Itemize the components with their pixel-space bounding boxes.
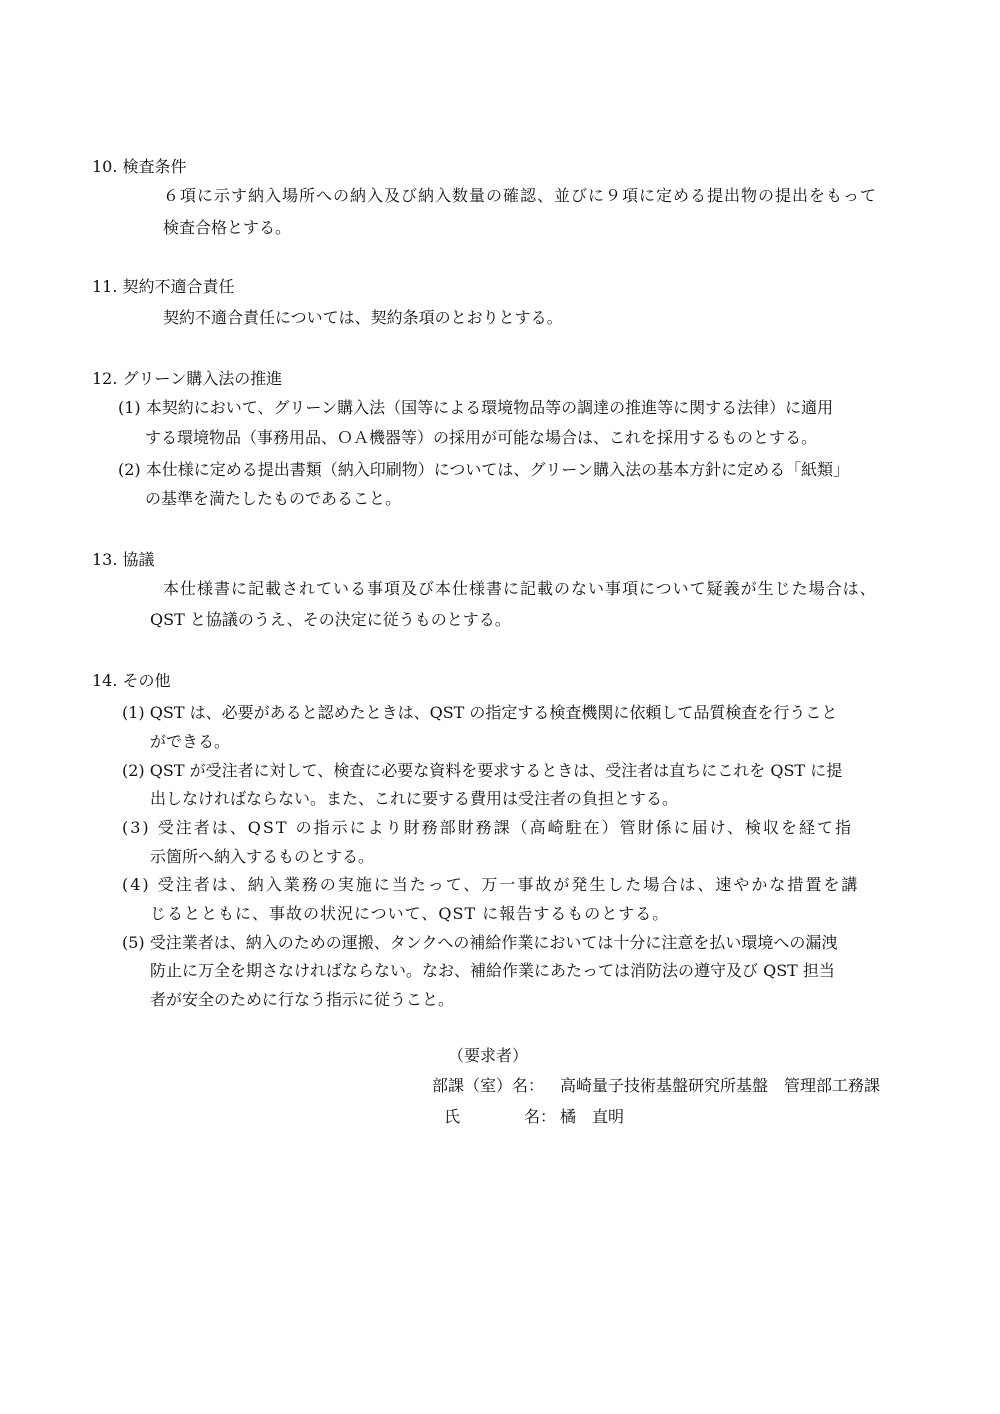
section-heading: 10. 検査条件 bbox=[92, 157, 187, 176]
department-label: 部課（室）名： bbox=[432, 1076, 545, 1095]
name-label-part2: 名： bbox=[524, 1107, 557, 1126]
list-item-continuation: じるとともに、事故の状況について、QST に報告するものとする。 bbox=[150, 904, 670, 923]
requester-label: （要求者） bbox=[448, 1046, 529, 1065]
list-item: (2) QST が受注者に対して、検査に必要な資料を要求するときは、受注者は直ちにこれを QST に提 bbox=[122, 761, 843, 780]
section-heading: 14. その他 bbox=[92, 671, 171, 690]
list-item: (1) 本契約において、グリーン購入法（国等による環境物品等の調達の推進等に関する法律）に適用 bbox=[118, 398, 834, 417]
list-item: (5) 受注業者は、納入のための運搬、タンクへの補給作業においては十分に注意を払い環境への漏洩 bbox=[122, 933, 838, 952]
list-item-continuation: 示箇所へ納入するものとする。 bbox=[150, 847, 375, 866]
section-text: 契約不適合責任については、契約条項のとおりとする。 bbox=[163, 308, 563, 327]
section-heading: 12. グリーン購入法の推進 bbox=[92, 369, 283, 388]
list-item-continuation: 者が安全のために行なう指示に従うこと。 bbox=[150, 990, 455, 1009]
list-item-continuation: する環境物品（事務用品、ＯＡ機器等）の採用が可能な場合は、これを採用するものとする。 bbox=[145, 428, 818, 447]
name-label-part1: 氏 bbox=[444, 1107, 461, 1126]
section-text: 検査合格とする。 bbox=[163, 218, 292, 237]
section-text: ６項に示す納入場所への納入及び納入数量の確認、並びに９項に定める提出物の提出をもって bbox=[163, 186, 878, 205]
section-heading: 13. 協議 bbox=[92, 550, 155, 569]
list-item-continuation: の基準を満たしたものであること。 bbox=[145, 489, 402, 508]
list-item: (2) 本仕様に定める提出書類（納入印刷物）については、グリーン購入法の基本方針に定める「紙類」 bbox=[118, 460, 850, 479]
section-text: 本仕様書に記載されている事項及び本仕様書に記載のない事項について疑義が生じた場合は、 bbox=[163, 579, 877, 598]
list-item-continuation: ができる。 bbox=[150, 732, 231, 751]
list-item-continuation: 防止に万全を期さなければならない。なお、補給作業にあたっては消防法の遵守及び QST 担当 bbox=[150, 961, 835, 980]
list-item: (3) 受注者は、QST の指示により財務部財務課（高崎駐在）管財係に届け、検収を経て指 bbox=[122, 818, 853, 837]
list-item-continuation: 出しなければならない。また、これに要する費用は受注者の負担とする。 bbox=[150, 789, 679, 808]
department-value: 高崎量子技術基盤研究所基盤 管理部工務課 bbox=[560, 1076, 881, 1095]
name-value: 橘 直明 bbox=[560, 1107, 625, 1126]
section-heading: 11. 契約不適合責任 bbox=[92, 277, 235, 296]
list-item: (1) QST は、必要があると認めたときは、QST の指定する検査機関に依頼して品質検査を行うこと bbox=[122, 703, 838, 722]
list-item: (4) 受注者は、納入業務の実施に当たって、万一事故が発生した場合は、速やかな措置を講 bbox=[122, 875, 860, 894]
section-text: QST と協議のうえ、その決定に従うものとする。 bbox=[150, 610, 511, 629]
